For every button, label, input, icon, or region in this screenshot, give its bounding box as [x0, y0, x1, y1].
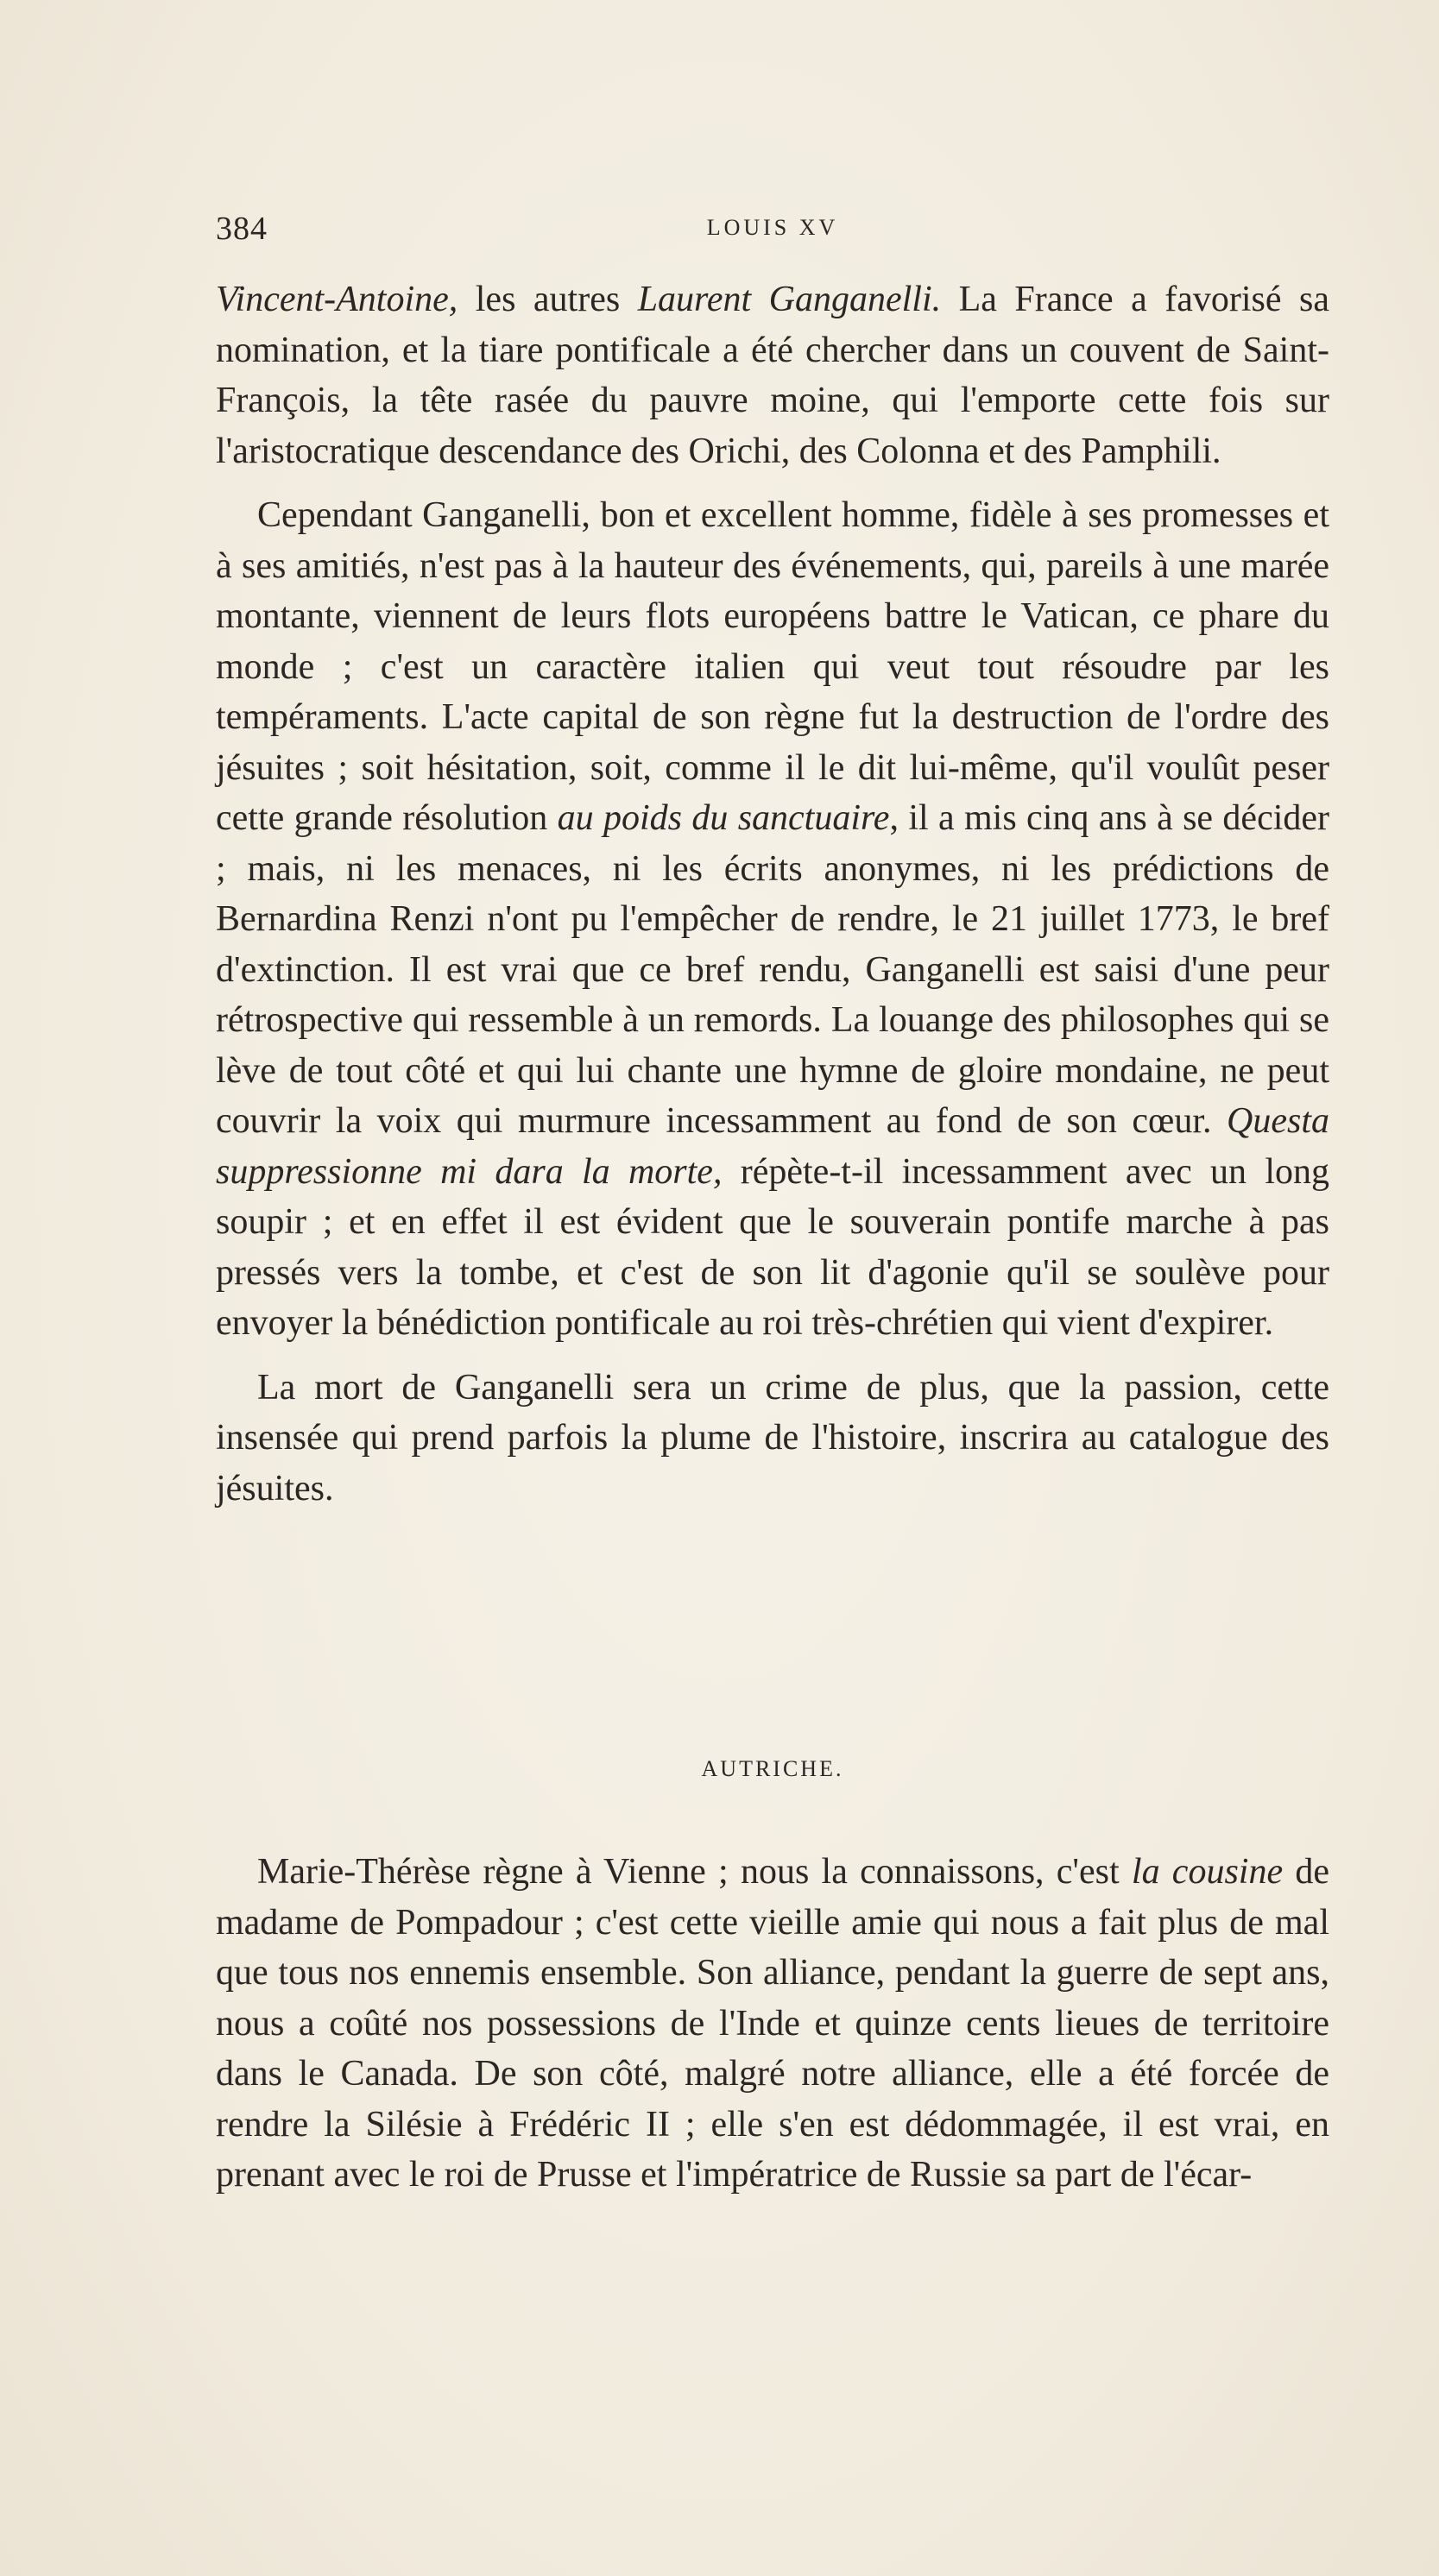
text-run: Marie-Thérèse règne à Vienne ; nous la connaissons, c'est [257, 1852, 1132, 1892]
text-run: La mort de Ganganelli sera un crime de plus, que la passion, cette insensée qui prend parfois la plume de l'histoire, inscrira au catalogue des jésuites. [216, 1367, 1329, 1508]
section-text [216, 1847, 1329, 2201]
italic-phrase: la cousine [1131, 1852, 1284, 1892]
italic-phrase: au poids du sanctuaire [557, 798, 890, 838]
text-run: , il a mis cinq ans à se décider ; mais, ni les menaces, ni les écrits anonymes, ni les prédictions de Bernardina Renzi n'ont pu l'empêcher de rendre, le 21 juillet 1773, le bref d'extinction. Il est vrai que ce bref rendu, Ganganelli est saisi d'une peur rétrospective qui ressemble à un remords. La louange des philosophes qui se lève de tout côté et qui lui chante une hymne de gloire mondaine, ne peut couvrir la voix qui murmure incessamment au fond de son cœur. [216, 798, 1330, 1141]
paragraph-mort [216, 1363, 1329, 1515]
italic-quote: Questa suppressionne mi dara la morte, [216, 1101, 1329, 1192]
text-run: de madame de Pompadour ; c'est cette vieille amie qui nous a fait plus de mal que tous nos ennemis ensemble. Son alliance, pendant la guerre de sept ans, nous a coûté nos possessions de l'Inde et quinze cents lieues de territoire dans le Canada. De son côté, malgré notre alliance, elle a été forcée de rendre la Silésie à Frédéric II ; elle s'en est dédommagée, il est vrai, en prenant avec le roi de Prusse et l'impératrice de Russie sa part de l'écar- [216, 1852, 1329, 2195]
text-run: La France a favorisé sa nomination, et la tiare pontificale a été chercher dans un couvent de Saint-François, la tête rasée du pauvre moine, qui l'emporte cette fois sur l'aristocratique descendance des Orichi, des Colonna et des Pamphili. [216, 280, 1329, 471]
text-run: Cependant Ganganelli, bon et excellent homme, fidèle à ses promesses et à ses amitiés, n'est pas à la hauteur des événements, qui, pareils à une marée montante, viennent de leurs flots européens battre le Vatican, ce phare du monde ; c'est un caractère italien qui veut tout résoudre par les tempéraments. L'acte capital de son règne fut la destruction de l'ordre des jésuites ; soit hésitation, soit, comme il le dit lui-même, qu'il voulût peser cette grande résolution [216, 495, 1329, 838]
running-title: LOUIS XV [706, 215, 839, 240]
italic-name: Laurent Ganganelli. [637, 280, 942, 319]
italic-name: Vincent-Antoine, [216, 280, 458, 319]
page-header [216, 210, 1329, 253]
paragraph-marie-therese [216, 1847, 1329, 2201]
text-run: répète-t-il incessamment avec un long soupir ; et en effet il est évident que le souverain pontife marche à pas pressés vers la tombe, et c'est de son lit d'agonie qu'il se soulève pour envoyer la bénédiction pontificale au roi très-chrétien qui vient d'expirer. [216, 1151, 1329, 1343]
paragraph-ganganelli [216, 490, 1329, 1349]
text-run: les autres [458, 280, 638, 319]
main-text [216, 274, 1329, 1514]
section-heading: AUTRICHE. [701, 1756, 844, 1781]
paragraph-continuation [216, 274, 1329, 476]
page-number: 384 [216, 211, 268, 247]
